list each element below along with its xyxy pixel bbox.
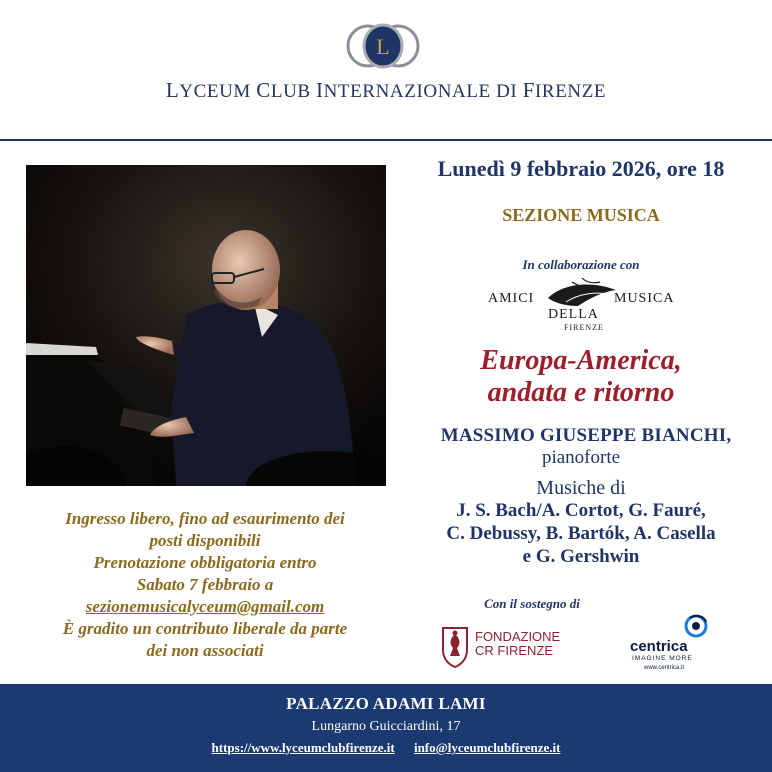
centrica-url: www.centrica.it <box>644 665 685 671</box>
centrica-logo <box>620 614 720 672</box>
venue-address: Lungarno Guicciardini, 17 <box>311 719 461 734</box>
info-line: posti disponibili <box>149 531 261 550</box>
centrica-swirl-icon <box>620 614 720 640</box>
info-line: Prenotazione obbligatoria entro <box>93 553 317 572</box>
firenze-word: FIRENZE <box>564 323 604 332</box>
fondazione-crest-icon <box>440 624 470 668</box>
pianist-photo <box>26 165 386 486</box>
concert-title <box>396 345 766 409</box>
venue-name: PALAZZO ADAMI LAMI <box>286 694 486 713</box>
composers-line: J. S. Bach/A. Cortot, G. Fauré, <box>456 500 706 521</box>
header-divider <box>0 139 772 141</box>
composers-line: C. Debussy, B. Bartók, A. Casella <box>446 523 716 544</box>
musica-word: MUSICA <box>614 291 675 306</box>
composers-list <box>396 499 766 568</box>
footer <box>0 684 772 772</box>
admission-info <box>20 508 390 662</box>
header <box>0 0 772 140</box>
amici-word: AMICI <box>488 291 535 306</box>
info-line: dei non associati <box>146 641 264 660</box>
booking-email-link[interactable]: sezionemusicalyceum@gmail.com <box>85 597 325 616</box>
support-label: Con il sostegno di <box>484 596 580 611</box>
composers-line: e G. Gershwin <box>522 546 640 567</box>
logo-letter: L <box>376 34 390 59</box>
section-heading: SEZIONE MUSICA <box>502 205 660 225</box>
event-date: Lunedì 9 febbraio 2026, ore 18 <box>437 156 725 181</box>
footer-links <box>0 740 772 756</box>
info-line: È gradito un contributo liberale da parte <box>62 619 348 638</box>
centrica-name: centrica <box>630 638 688 655</box>
lyre-branch-icon <box>548 278 616 306</box>
centrica-tagline: IMAGINE MORE <box>632 655 693 662</box>
info-line: Ingresso libero, fino ad esaurimento dei <box>65 509 345 528</box>
concert-title-line2: andata e ritorno <box>487 377 675 408</box>
collaboration-label: In collaborazione con <box>522 257 640 272</box>
club-name: LYCEUM CLUB INTERNAZIONALE DI FIRENZE <box>165 78 607 102</box>
contact-email-link[interactable]: info@lyceumclubfirenze.it <box>413 740 561 755</box>
info-line: Sabato 7 febbraio a <box>136 575 274 594</box>
music-label: Musiche di <box>536 477 626 499</box>
concert-title-line1: Europa-America, <box>480 345 682 376</box>
fondazione-name: FONDAZIONE CR FIRENZE <box>475 629 561 658</box>
performer-instrument: pianoforte <box>541 447 621 468</box>
website-link[interactable]: https://www.lyceumclubfirenze.it <box>211 740 395 755</box>
fondazione-cr-firenze-logo <box>440 624 580 668</box>
della-word: DELLA <box>548 307 599 322</box>
lyceum-logo-icon <box>344 22 422 70</box>
pianist-image <box>26 165 386 486</box>
amici-della-musica-logo <box>482 276 686 334</box>
performer-name: MASSIMO GIUSEPPE BIANCHI, <box>440 425 732 446</box>
